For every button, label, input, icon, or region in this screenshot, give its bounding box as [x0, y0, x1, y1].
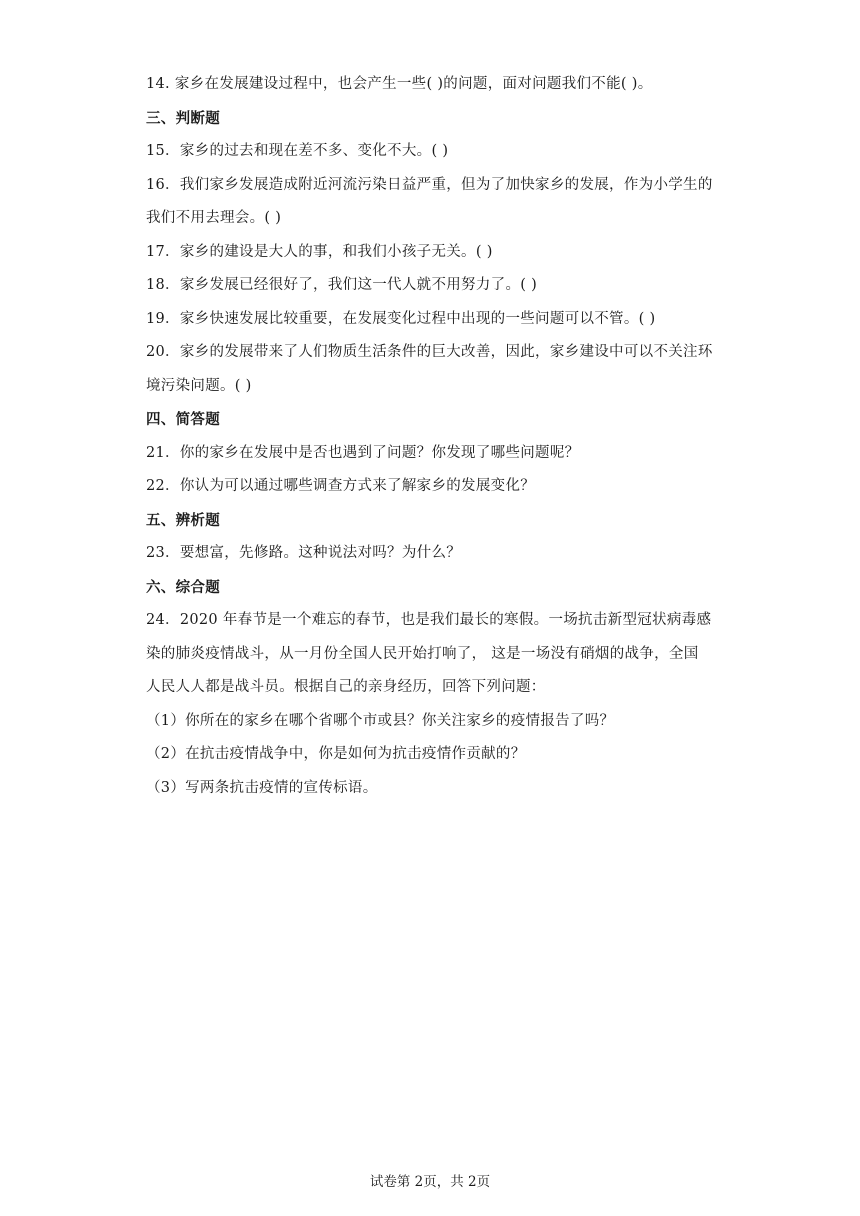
- question-20-line-2: 境污染问题。( ): [146, 377, 252, 394]
- question-17: 17．家乡的建设是大人的事，和我们小孩子无关。( ): [146, 243, 493, 260]
- question-24-sub-2: （2）在抗击疫情战争中，你是如何为抗击疫情作贡献的？: [146, 746, 526, 762]
- question-16-line-2: 我们不用去理会。( ): [146, 210, 282, 226]
- question-23: 23．要想富，先修路。这种说法对吗？为什么？: [146, 545, 462, 561]
- question-21: 21．你的家乡在发展中是否也遇到了问题？你发现了哪些问题呢？: [146, 444, 580, 461]
- question-24-line-1: 24．2020 年春节是一个难忘的春节，也是我们最长的寒假。一场抗击新型冠状病毒感: [146, 612, 712, 628]
- question-14: 14. 家乡在发展建设过程中，也会产生一些( )的问题，面对问题我们不能( )。: [146, 76, 653, 92]
- section-heading-true-false: 三、判断题: [146, 109, 220, 127]
- section-heading-comprehensive: 六、综合题: [146, 578, 220, 596]
- question-16-line-1: 16．我们家乡发展造成附近河流污染日益严重，但为了加快家乡的发展，作为小学生的: [146, 176, 713, 193]
- question-24-line-3: 人民人人都是战斗员。根据自己的亲身经历，回答下列问题：: [146, 679, 546, 695]
- question-19: 19．家乡快速发展比较重要，在发展变化过程中出现的一些问题可以不管。( ): [146, 310, 656, 327]
- question-24-line-2: 染的肺炎疫情战斗，从一月份全国人民开始打响了， 这是一场没有硝烟的战争，全国: [146, 645, 699, 662]
- question-sheet: [146, 68, 716, 805]
- question-20-line-1: 20．家乡的发展带来了人们物质生活条件的巨大改善，因此，家乡建设中可以不关注环: [146, 344, 713, 360]
- section-heading-analysis: 五、辨析题: [146, 511, 220, 529]
- question-24-sub-3: （3）写两条抗击疫情的宣传标语。: [146, 779, 378, 796]
- section-heading-short-answer: 四、简答题: [146, 411, 220, 428]
- question-22: 22．你认为可以通过哪些调查方式来了解家乡的发展变化？: [146, 478, 536, 494]
- page-footer: 试卷第 2页，共 2页: [369, 1174, 491, 1190]
- question-24-sub-1: （1）你所在的家乡在哪个省哪个市或县？你关注家乡的疫情报告了吗？: [146, 712, 615, 729]
- question-15: 15．家乡的过去和现在差不多、变化不大。( ): [146, 143, 449, 159]
- question-18: 18．家乡发展已经很好了，我们这一代人就不用努力了。( ): [146, 277, 538, 293]
